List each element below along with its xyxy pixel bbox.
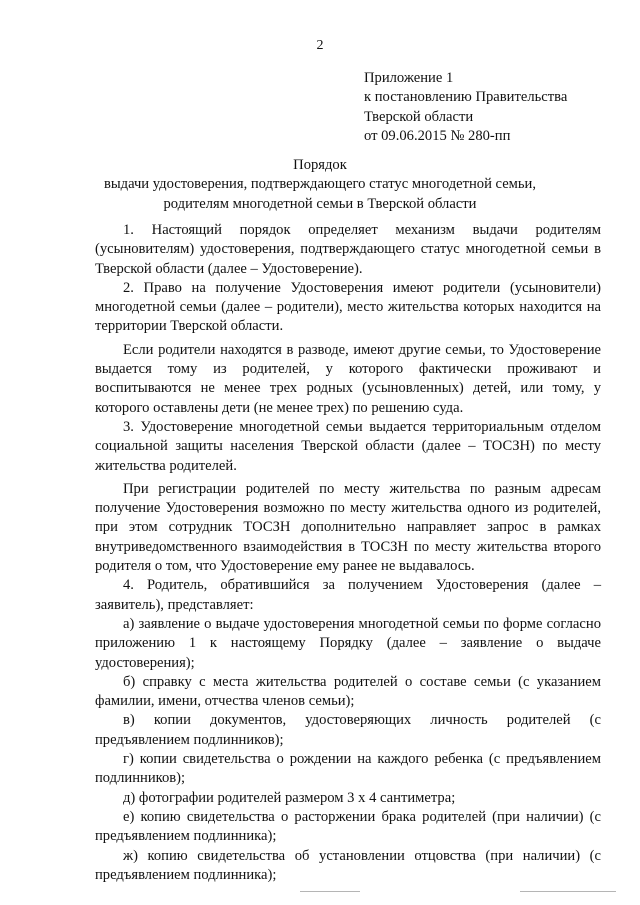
paragraph: Если родители находятся в разводе, имеют другие семьи, то Удостоверение выдается тому из родителей, у которого фактически проживают и воспитываются не менее трех родных (усыновленных) детей, или тому, у которого оставлены дети (не менее трех) по решению суда. — [95, 341, 601, 416]
title-line: родителям многодетной семьи в Тверской области — [163, 195, 477, 212]
page-number: 2 — [316, 38, 324, 53]
appendix-line: к постановлению Правительства — [364, 89, 568, 106]
document-body — [95, 221, 601, 885]
appendix-header — [364, 69, 634, 146]
list-item: д) фотографии родителей размером 3 х 4 сантиметра; — [123, 789, 456, 806]
appendix-line: от 09.06.2015 № 280-пп — [364, 127, 511, 144]
title-line: Порядок — [293, 157, 347, 173]
list-item: в) копии документов, удостоверяющих личность родителей (с предъявлением подлинников); — [95, 712, 601, 748]
list-item: б) справку с места жительства родителей о составе семьи (с указанием фамилии, имени, отчества членов семьи); — [95, 673, 601, 710]
title-line: выдачи удостоверения, подтверждающего статус многодетной семьи, — [103, 176, 537, 193]
list-item: е) копию свидетельства о расторжении брака родителей (при наличии) (с предъявлением подлинника); — [95, 808, 601, 845]
paragraph: 4. Родитель, обратившийся за получением Удостоверения (далее – заявитель), представляет: — [95, 577, 601, 613]
list-item: ж) копию свидетельства об установлении отцовства (при наличии) (с предъявлением подлинника); — [95, 847, 601, 883]
appendix-line: Приложение 1 — [364, 70, 454, 86]
paragraph: 3. Удостоверение многодетной семьи выдается территориальным отделом социальной защиты населения Тверской области (далее – ТОСЗН) по месту жительства родителей. — [95, 418, 601, 474]
paragraph: При регистрации родителей по месту жительства по разным адресам получение Удостоверения возможно по месту жительства одного из родителей, при этом сотрудник ТОСЗН дополнительно направляет запрос в рамках внутриведомственного взаимодействия в ТОСЗН по месту жительства второго родителя о том, что Удостоверение ему ранее не выдавалось. — [95, 480, 601, 575]
list-item: г) копии свидетельства о рождении на каждого ребенка (с предъявлением подлинников); — [95, 751, 601, 787]
footer-scan-mark — [300, 891, 360, 892]
appendix-line: Тверской области — [364, 108, 474, 125]
document-title — [60, 156, 580, 214]
footer-scan-mark — [520, 891, 616, 892]
paragraph: 2. Право на получение Удостоверения имеют родители (усыновители) многодетной семьи (далее – родители), место жительства которых находится на территории Тверской области. — [95, 279, 601, 335]
paragraph: 1. Настоящий порядок определяет механизм выдачи родителям (усыновителям) удостоверения, подтверждающего статус многодетной семьи в Тверской области (далее – Удостоверение). — [95, 222, 601, 277]
list-item: а) заявление о выдаче удостоверения многодетной семьи по форме согласно приложению 1 к настоящему Порядку (далее – заявление о выдаче удостоверения); — [95, 615, 601, 671]
